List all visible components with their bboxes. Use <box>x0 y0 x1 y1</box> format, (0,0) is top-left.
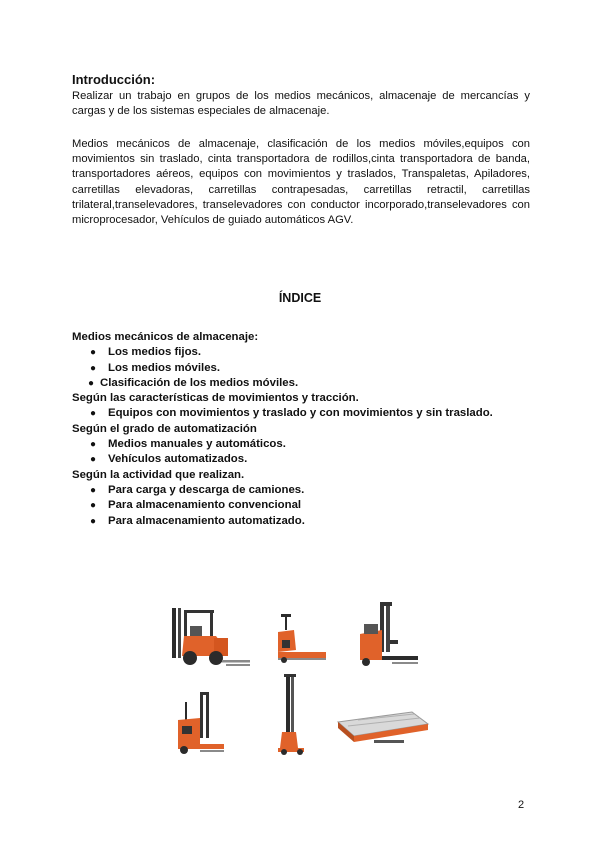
index-item <box>72 345 542 360</box>
page-number: 2 <box>518 799 525 811</box>
bullet-icon: ● <box>90 515 97 527</box>
index-item-label: Medios manuales y automáticos. <box>108 438 286 451</box>
bullet-icon: ● <box>88 377 95 389</box>
equipment-images <box>160 598 440 758</box>
bullet-icon: ● <box>90 408 97 420</box>
index-section-heading: Según el grado de automatización <box>72 422 257 435</box>
bullet-icon: ● <box>90 500 97 512</box>
index-section-heading: Según las características de movimientos y tracción. <box>72 392 359 405</box>
pallet-truck-image <box>272 614 330 664</box>
index-title: ÍNDICE <box>278 291 322 305</box>
counterbalance-forklift-image <box>170 602 252 666</box>
index-item <box>72 452 542 467</box>
introduction-title: Introducción: <box>72 72 156 87</box>
index-item <box>72 376 542 391</box>
index-item <box>72 361 542 376</box>
bullet-icon: ● <box>90 454 97 466</box>
index-section-heading: Medios mecánicos de almacenaje: <box>72 331 259 343</box>
index-item-label: Los medios fijos. <box>108 346 202 359</box>
bullet-icon: ● <box>90 362 97 374</box>
index-item <box>72 514 542 529</box>
index-item-label: Los medios móviles. <box>108 361 221 374</box>
agv-platform-image <box>334 706 430 750</box>
stacker-image <box>172 690 226 756</box>
introduction-paragraph-2: Medios mecánicos de almacenaje, clasificación de los medios móviles,equipos con movimientos sin traslado, cinta transportadora de rodillos,cinta transportadora de banda, transportadores aéreos, equipos con movimientos y traslados, Transpaletas, Apiladores, carretillas elevadoras, carretillas contrapesadas, carretillas retractil, carretillas trilateral,transelevadores, transelevadores con conductor incorporado,transelevadores con microprocesador, Vehículos de guiado automáticos AGV. <box>72 138 530 227</box>
index-item <box>72 498 542 513</box>
index-item <box>72 483 542 498</box>
bullet-icon: ● <box>90 484 97 496</box>
index-section-heading: Según la actividad que realizan. <box>72 468 245 481</box>
index-item-label: Para carga y descarga de camiones. <box>108 483 305 496</box>
index-item-label: Equipos con movimientos y traslado y con movimientos y sin traslado. <box>108 407 493 420</box>
bullet-icon: ● <box>90 347 97 359</box>
introduction-paragraph-1: Realizar un trabajo en grupos de los medios mecánicos, almacenaje de mercancías y cargas y de los sistemas especiales de almacenaje. <box>72 90 530 117</box>
index-item-label: Clasificación de los medios móviles. <box>100 376 299 389</box>
index-item <box>72 437 542 452</box>
bullet-icon: ● <box>90 439 97 451</box>
mast-lift-image <box>274 674 308 756</box>
index-item-label: Para almacenamiento automatizado. <box>108 514 305 527</box>
index-list <box>72 330 542 529</box>
reach-truck-image <box>356 600 420 668</box>
index-item-label: Vehículos automatizados. <box>108 453 248 466</box>
index-item-label: Para almacenamiento convencional <box>108 499 302 512</box>
index-item <box>72 406 542 421</box>
